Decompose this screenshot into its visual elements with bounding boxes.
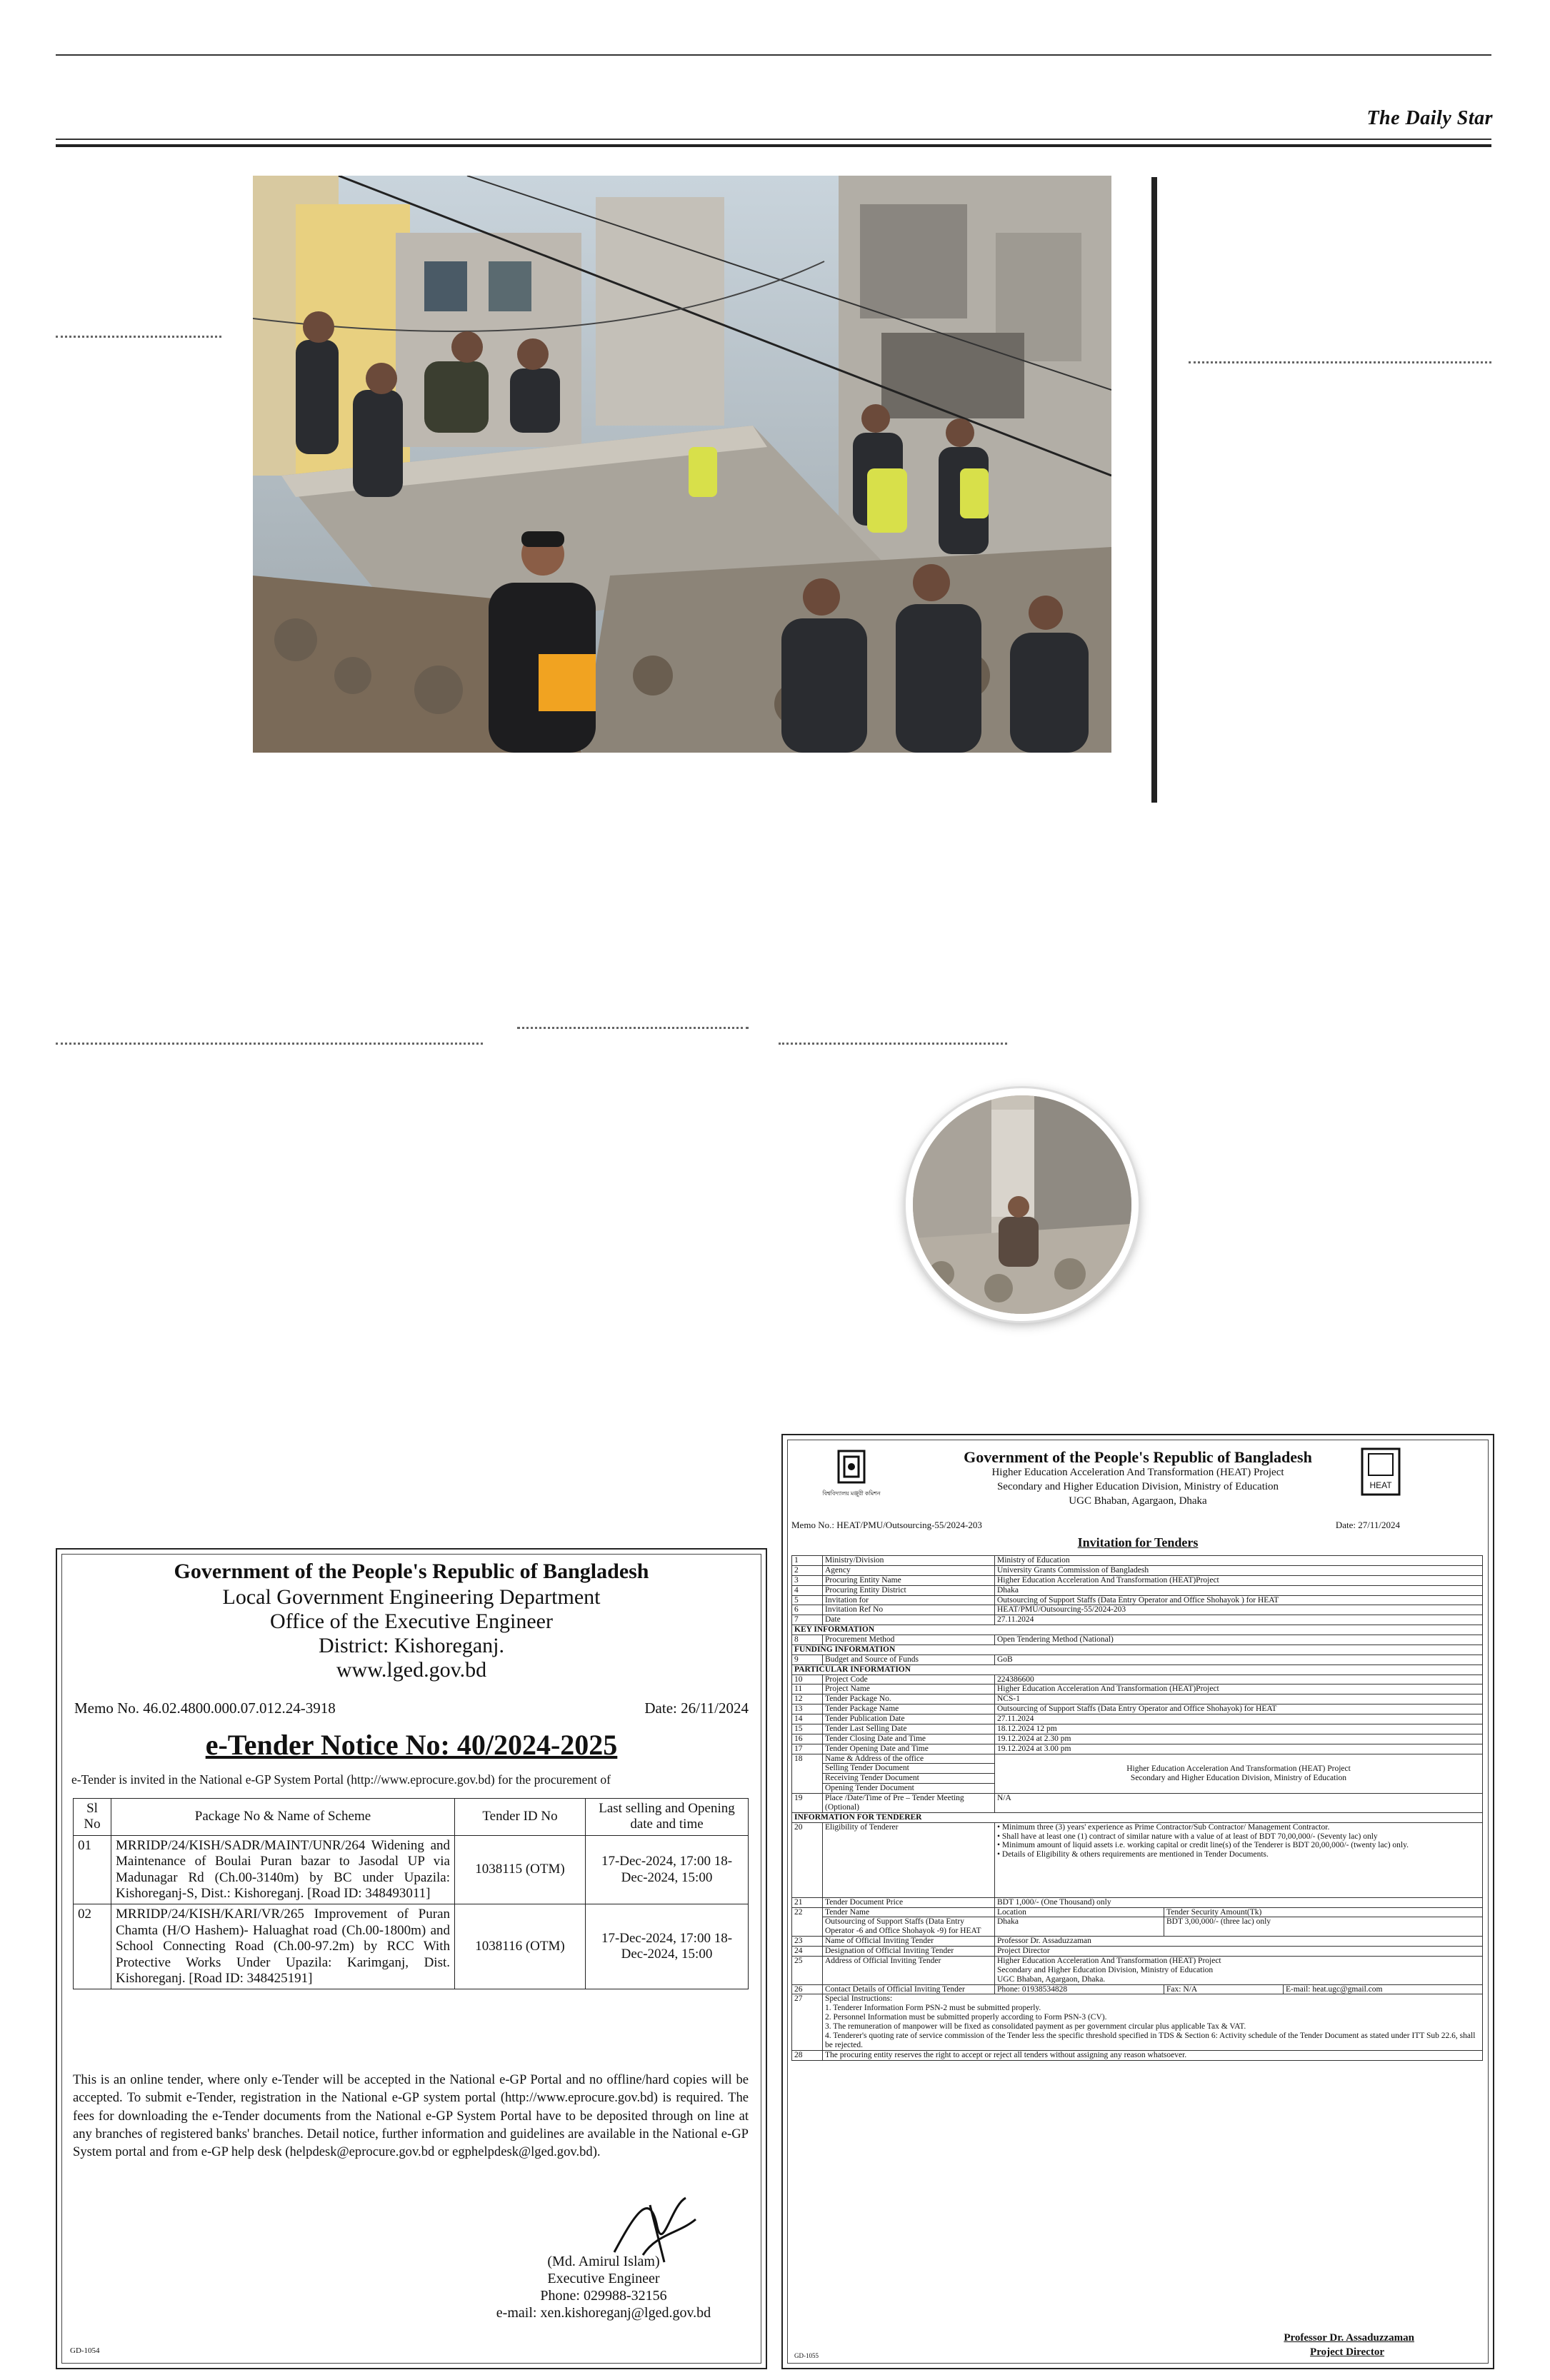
- row-number: 8: [792, 1635, 823, 1645]
- section-row: [792, 1645, 1483, 1655]
- ad-code: GD-1055: [794, 2352, 819, 2359]
- instructions-title: Special Instructions:: [825, 1994, 893, 2004]
- col-header-package: Package No & Name of Scheme: [111, 1799, 455, 1836]
- row-number: 10: [792, 1674, 823, 1684]
- instructions-cell: [823, 1994, 1483, 2050]
- row-key: Tender Package No.: [823, 1694, 995, 1704]
- row-key-line: Name & Address of the office: [823, 1754, 994, 1764]
- eligibility-item: • Details of Eligibility & others requirements are mentioned in Tender Documents.: [997, 1850, 1269, 1859]
- column-divider: [1151, 177, 1157, 803]
- row-number: 24: [792, 1947, 823, 1957]
- table-row: [792, 1655, 1483, 1665]
- notice-date: Date: 26/11/2024: [644, 1699, 749, 1717]
- address-line: Secondary and Higher Education Division, Ministry of Education: [997, 1965, 1214, 1974]
- security-value: BDT 3,00,000/- (three lac) only: [1164, 1917, 1483, 1937]
- table-row: [74, 1835, 749, 1904]
- masthead-rule-upper: [56, 139, 1491, 140]
- row-dates: 17-Dec-2024, 17:00 18-Dec-2024, 15:00: [586, 1904, 749, 1989]
- row-value: 18.12.2024 12 pm: [995, 1724, 1483, 1734]
- row-value: Higher Education Acceleration And Transformation (HEAT)Project: [995, 1684, 1483, 1694]
- row-number: 5: [792, 1595, 823, 1605]
- row-number: 6: [792, 1605, 823, 1615]
- signatory-designation: Executive Engineer: [547, 2271, 660, 2286]
- col-header-dates: Last selling and Opening date and time: [586, 1799, 749, 1836]
- notice-date: Date: 27/11/2024: [1335, 1520, 1400, 1530]
- row-key: Project Name: [823, 1684, 995, 1694]
- ad-code: GD-1054: [70, 2346, 100, 2355]
- row-number: 11: [792, 1684, 823, 1694]
- row-value: Outsourcing of Support Staffs (Data Entry Operator and Office Shohayok ) for HEAT: [995, 1595, 1483, 1605]
- row-value: Dhaka: [995, 1585, 1483, 1595]
- dotted-rule: [779, 1043, 1007, 1045]
- row-number: 13: [792, 1704, 823, 1714]
- table-row: [792, 1635, 1483, 1645]
- row-number: 1: [792, 1556, 823, 1566]
- row-value: The procuring entity reserves the right to accept or reject all tenders without assigning any reason whatsoever.: [823, 2050, 1483, 2060]
- row-value: Open Tendering Method (National): [995, 1635, 1483, 1645]
- table-row: [792, 1794, 1483, 1813]
- project-heading: Higher Education Acceleration And Transformation (HEAT) Project: [991, 1467, 1284, 1478]
- table-row: [792, 1674, 1483, 1684]
- contact-phone: Phone: 01938534828: [995, 1984, 1164, 1994]
- section-row: [792, 1665, 1483, 1674]
- govt-heading: Government of the People's Republic of Bangladesh: [964, 1448, 1312, 1466]
- row-number: 19: [792, 1794, 823, 1813]
- table-row: [792, 1897, 1483, 1907]
- tender-table: [73, 1798, 749, 1989]
- office-heading: Office of the Executive Engineer: [270, 1610, 553, 1633]
- table-row: [792, 1984, 1483, 1994]
- row-key: Procurement Method: [823, 1635, 995, 1645]
- signatory-designation: Project Director: [1310, 2346, 1384, 2358]
- memo-number: Memo No.: HEAT/PMU/Outsourcing-55/2024-203: [791, 1520, 982, 1530]
- row-key: Procuring Entity District: [823, 1585, 995, 1595]
- row-number: 7: [792, 1615, 823, 1625]
- row-key: Name of Official Inviting Tender: [823, 1937, 995, 1947]
- memo-number: Memo No. 46.02.4800.000.07.012.24-3918: [74, 1699, 336, 1717]
- row-key: Ministry/Division: [823, 1556, 995, 1566]
- eligibility-item: • Minimum amount of liquid assets i.e. working capital or credit line(s) of the Tenderer is BDT 20,00,000/- (twenty lac) only.: [997, 1841, 1409, 1850]
- child-in-rubble-photo: [906, 1088, 1139, 1321]
- row-number: 18: [792, 1754, 823, 1794]
- table-row: [792, 1575, 1483, 1585]
- table-row: [792, 1822, 1483, 1897]
- row-dates: 17-Dec-2024, 17:00 18-Dec-2024, 15:00: [586, 1835, 749, 1904]
- row-value: NCS-1: [995, 1694, 1483, 1704]
- row-key: [823, 1754, 995, 1794]
- location-value: Dhaka: [995, 1917, 1164, 1937]
- invitation-table: [791, 1555, 1483, 2061]
- row-key: Eligibility of Tenderer: [823, 1822, 995, 1897]
- row-key: Tender Opening Date and Time: [823, 1744, 995, 1754]
- col-header-tender-id: Tender ID No: [455, 1799, 586, 1836]
- row-key: Outsourcing of Support Staffs (Data Entry Operator -6 and Office Shohayok -9) for HEAT: [823, 1917, 995, 1937]
- masthead-rule-lower: [56, 144, 1491, 147]
- row-number: 22: [792, 1907, 823, 1937]
- row-key: Place /Date/Time of Pre – Tender Meeting (Optional): [823, 1794, 995, 1813]
- instruction-item: 1. Tenderer Information Form PSN-2 must be submitted properly.: [825, 2004, 1041, 2013]
- row-key: Tender Closing Date and Time: [823, 1734, 995, 1744]
- signatory-name: (Md. Amirul Islam): [547, 2254, 660, 2269]
- district-heading: District: Kishoreganj.: [319, 1634, 504, 1657]
- row-value: 19.12.2024 at 3.00 pm: [995, 1744, 1483, 1754]
- heat-invitation-notice: [781, 1434, 1494, 2369]
- eligibility-item: • Minimum three (3) years' experience as Prime Contractor/Sub Contractor/ Management Contractor.: [997, 1822, 1330, 1832]
- row-key: Budget and Source of Funds: [823, 1655, 995, 1665]
- division-heading: Secondary and Higher Education Division, Ministry of Education: [996, 1481, 1279, 1492]
- row-value: GoB: [995, 1655, 1483, 1665]
- section-row: [792, 1812, 1483, 1822]
- table-row: [792, 1917, 1483, 1937]
- row-number: 14: [792, 1714, 823, 1724]
- row-number: 23: [792, 1937, 823, 1947]
- eligibility-item: • Shall have at least one (1) contract of similar nature with a value of at least of BDT 70,00,000/- (Seventy lac) only: [997, 1832, 1378, 1841]
- top-rule: [56, 54, 1491, 56]
- row-package: MRRIDP/24/KISH/KARI/VR/265 Improvement of Puran Chamta (H/O Hashem)- Haluaghat road (Ch.00-1800m) and School Connecting Road (Ch.00-97.2m) by RCC With Protective Works Under Upazila: Karimganj, Dist. Kishoreganj. [Road ID: 348425191]: [111, 1904, 455, 1989]
- notice-title: Invitation for Tenders: [1077, 1535, 1199, 1550]
- table-row: [792, 1704, 1483, 1714]
- row-number: 3: [792, 1575, 823, 1585]
- row-number: 26: [792, 1984, 823, 1994]
- row-key: Procuring Entity Name: [823, 1575, 995, 1585]
- table-header-row: [74, 1799, 749, 1836]
- table-row: [792, 1724, 1483, 1734]
- row-key: Tender Publication Date: [823, 1714, 995, 1724]
- notice-body: This is an online tender, where only e-Tender will be accepted in the National e-GP Portal and no offline/hard copies will be accepted. To submit e-Tender, registration in the National e-GP system portal (http://www.eprocure.gov.bd) is required. The fees for downloading the e-Tender documents from the National e-GP System Portal have to be deposited through on line at any branches of registered banks' branches. Detail notice, further information and guidelines are available in the National e-GP System portal and from e-GP help desk (helpdesk@eprocure.gov.bd or egphelpdesk@lged.gov.bd).: [73, 2072, 749, 2160]
- col-header-sl: Sl No: [74, 1799, 111, 1836]
- instruction-item: 2. Personnel Information must be submitted properly according to Form PSN-3 (CV).: [825, 2013, 1107, 2022]
- row-value: 27.11.2024: [995, 1615, 1483, 1625]
- dotted-rule: [1189, 361, 1491, 363]
- govt-heading: Government of the People's Republic of Bangladesh: [174, 1560, 649, 1583]
- row-tender-id: 1038116 (OTM): [455, 1904, 586, 1989]
- row-sl: 01: [74, 1835, 111, 1904]
- row-value: HEAT/PMU/Outsourcing-55/2024-203: [995, 1605, 1483, 1615]
- notice-intro: e-Tender is invited in the National e-GP System Portal (http://www.eprocure.gov.bd) for the procurement of: [71, 1772, 611, 1787]
- row-number: 16: [792, 1734, 823, 1744]
- row-key: Agency: [823, 1565, 995, 1575]
- section-heading: FUNDING INFORMATION: [792, 1645, 1483, 1655]
- rubble-rescue-photo: [253, 176, 1111, 753]
- row-value: [995, 1956, 1483, 1984]
- section-row: [792, 1625, 1483, 1635]
- row-number: 20: [792, 1822, 823, 1897]
- row-key: Invitation Ref No: [823, 1605, 995, 1615]
- paper-name: The Daily Star: [1366, 107, 1493, 129]
- row-value-line: Secondary and Higher Education Division, Ministry of Education: [1130, 1773, 1347, 1782]
- address-line: Higher Education Acceleration And Transformation (HEAT) Project: [997, 1956, 1221, 1965]
- row-key: Invitation for: [823, 1595, 995, 1605]
- table-row: [792, 1744, 1483, 1754]
- row-value: 27.11.2024: [995, 1714, 1483, 1724]
- row-value: Project Director: [995, 1947, 1483, 1957]
- row-number: 15: [792, 1724, 823, 1734]
- row-number: 9: [792, 1655, 823, 1665]
- row-value: [995, 1822, 1483, 1897]
- row-number: 21: [792, 1897, 823, 1907]
- row-sl: 02: [74, 1904, 111, 1989]
- section-heading: PARTICULAR INFORMATION: [792, 1665, 1483, 1674]
- table-row: [792, 1585, 1483, 1595]
- table-row: [792, 1694, 1483, 1704]
- dotted-rule: [517, 1027, 749, 1029]
- row-key: Address of Official Inviting Tender: [823, 1956, 995, 1984]
- row-value: [995, 1754, 1483, 1794]
- row-number: 27: [792, 1994, 823, 2050]
- row-number: 2: [792, 1565, 823, 1575]
- location-header: Location: [995, 1907, 1164, 1917]
- table-row: [792, 1754, 1483, 1794]
- dotted-rule: [56, 336, 221, 338]
- security-header: Tender Security Amount(Tk): [1164, 1907, 1483, 1917]
- address-heading: UGC Bhaban, Agargaon, Dhaka: [1069, 1495, 1207, 1507]
- department-heading: Local Government Engineering Department: [222, 1585, 601, 1609]
- website-heading: www.lged.gov.bd: [336, 1658, 487, 1682]
- dotted-rule: [56, 1043, 483, 1045]
- table-row: [792, 1907, 1483, 1917]
- signatory-phone: Phone: 029988-32156: [540, 2288, 667, 2304]
- row-value-line: Higher Education Acceleration And Transformation (HEAT) Project: [1126, 1764, 1351, 1773]
- table-row: [792, 1556, 1483, 1566]
- instruction-item: 4. Tenderer's quoting rate of service commission of the Tender less the specific threshold specified in TDS & Section 6: Activity schedule of the Tender Document as stated under ITT Sub 22.6, shall be rejected.: [825, 2031, 1476, 2049]
- instruction-item: 3. The remuneration of manpower will be fixed as consolidated payment as per government circular plus applicable Tax & VAT.: [825, 2022, 1246, 2031]
- ugc-logo-caption: বিশ্ববিদ্যালয় মঞ্জুরী কমিশন: [822, 1490, 881, 1497]
- row-value: Ministry of Education: [995, 1556, 1483, 1566]
- row-value: University Grants Commission of Bangladesh: [995, 1565, 1483, 1575]
- table-row: [792, 1615, 1483, 1625]
- row-number: 17: [792, 1744, 823, 1754]
- address-line: UGC Bhaban, Agargaon, Dhaka.: [997, 1974, 1106, 1984]
- row-value: Higher Education Acceleration And Transformation (HEAT)Project: [995, 1575, 1483, 1585]
- contact-fax: Fax: N/A: [1164, 1984, 1284, 1994]
- table-row: [792, 1937, 1483, 1947]
- row-key: Tender Name: [823, 1907, 995, 1917]
- table-row: [792, 1994, 1483, 2050]
- row-number: 4: [792, 1585, 823, 1595]
- row-key: Tender Document Price: [823, 1897, 995, 1907]
- row-value: 224386600: [995, 1674, 1483, 1684]
- table-row: [792, 2050, 1483, 2060]
- table-row: [792, 1734, 1483, 1744]
- row-package: MRRIDP/24/KISH/SADR/MAINT/UNR/264 Widening and Maintenance of Boulai Puran bazar to Jasodal UP via Madunagar Rd (Ch.00-3140m) by BC under Upazila: Kishoreganj-S, Dist.: Kishoreganj. [Road ID: 348493011]: [111, 1835, 455, 1904]
- row-value: Professor Dr. Assaduzzaman: [995, 1937, 1483, 1947]
- row-number: 12: [792, 1694, 823, 1704]
- lged-etender-notice: [56, 1548, 767, 2369]
- table-row: [74, 1904, 749, 1989]
- table-row: [792, 1956, 1483, 1984]
- row-key: Date: [823, 1615, 995, 1625]
- section-heading: INFORMATION FOR TENDERER: [792, 1812, 1483, 1822]
- row-number: 25: [792, 1956, 823, 1984]
- heat-logo-text: HEAT: [1369, 1480, 1392, 1490]
- table-row: [792, 1684, 1483, 1694]
- row-number: 28: [792, 2050, 823, 2060]
- table-row: [792, 1565, 1483, 1575]
- section-heading: KEY INFORMATION: [792, 1625, 1483, 1635]
- row-value: N/A: [995, 1794, 1483, 1813]
- row-key: Tender Last Selling Date: [823, 1724, 995, 1734]
- notice-title: e-Tender Notice No: 40/2024-2025: [205, 1729, 618, 1761]
- row-key: Designation of Official Inviting Tender: [823, 1947, 995, 1957]
- row-key: Contact Details of Official Inviting Tender: [823, 1984, 995, 1994]
- signatory-name: Professor Dr. Assaduzzaman: [1284, 2332, 1414, 2344]
- row-key: Tender Package Name: [823, 1704, 995, 1714]
- row-value: Outsourcing of Support Staffs (Data Entry Operator and Office Shohayok) for HEAT: [995, 1704, 1483, 1714]
- table-row: [792, 1947, 1483, 1957]
- table-row: [792, 1605, 1483, 1615]
- row-tender-id: 1038115 (OTM): [455, 1835, 586, 1904]
- row-value: BDT 1,000/- (One Thousand) only: [995, 1897, 1483, 1907]
- signatory-email: e-mail: xen.kishoreganj@lged.gov.bd: [496, 2305, 711, 2321]
- row-key: Project Code: [823, 1674, 995, 1684]
- row-key-line: Opening Tender Document: [825, 1784, 914, 1793]
- table-row: [792, 1714, 1483, 1724]
- row-key-line: Receiving Tender Document: [823, 1774, 994, 1784]
- row-value: 19.12.2024 at 2.30 pm: [995, 1734, 1483, 1744]
- contact-email: E-mail: heat.ugc@gmail.com: [1284, 1984, 1483, 1994]
- row-key-line: Selling Tender Document: [823, 1764, 994, 1774]
- table-row: [792, 1595, 1483, 1605]
